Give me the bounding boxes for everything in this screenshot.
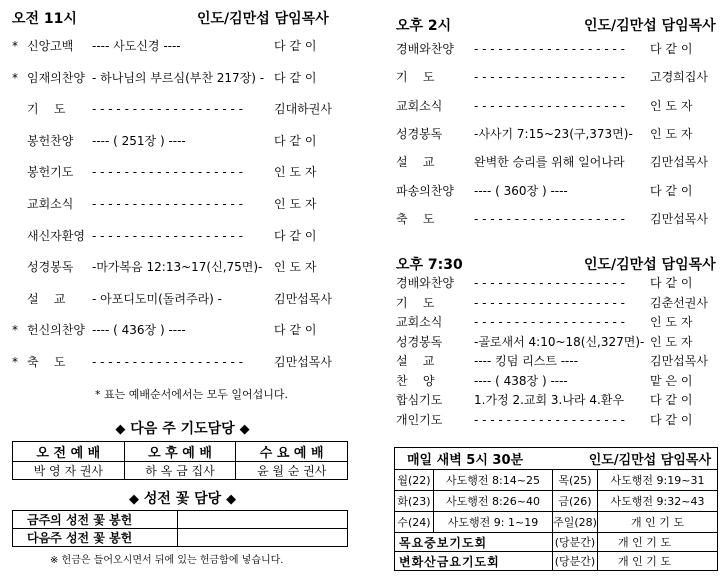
thursday-prayer-label: 목요중보기도회: [395, 533, 553, 552]
order-who: 고경희집사: [650, 70, 708, 85]
order-item: 봉헌기도: [27, 165, 74, 180]
dawn-prayer-table: [394, 447, 718, 571]
order-item: 설 교: [396, 354, 435, 368]
dawn-passage: 사도행전 8:14~25: [434, 470, 553, 491]
order-who: 다 같 이: [650, 42, 693, 56]
order-who: 인 도 자: [650, 315, 693, 329]
prayer-header-pm: 오 후 예 배: [124, 442, 236, 462]
order-item: 찬 양: [396, 373, 435, 388]
dawn-day: 주일(28): [553, 512, 598, 533]
order-item: 교회소식: [396, 315, 443, 329]
order-content: - - - - - - - - - - - - - - - - - - -: [474, 70, 625, 85]
order-content: - 하나님의 부르심(부찬 217장) -: [92, 70, 265, 85]
order-who: 다 같 이: [274, 39, 317, 53]
order-star: *: [12, 323, 18, 338]
order-who: 김만섭목사: [274, 291, 332, 306]
diamond-icon: ◆: [239, 422, 250, 437]
order-who: 인 도 자: [274, 197, 317, 211]
order-item: 합심기도: [396, 393, 443, 407]
pm730-service-leader: 인도/김만섭 담임목사: [584, 257, 716, 273]
order-item: 기 도: [396, 295, 435, 310]
dawn-passage: 사도행전 9: 1~19: [434, 512, 553, 533]
order-content: -골로새서 4:10~18(신,327면)-: [474, 334, 645, 349]
order-who: 김만섭목사: [650, 354, 708, 368]
order-who: 김만섭목사: [650, 211, 708, 226]
offering-note: ※ 헌금은 들어오시면서 뒤에 있는 헌금함에 넣습니다.: [50, 555, 284, 566]
diamond-icon: ◆: [115, 422, 126, 437]
order-item: 경배와찬양: [396, 276, 454, 290]
dawn-passage: 사도행전 8:26~40: [434, 491, 553, 512]
order-content: - - - - - - - - - - - - - - - - - - -: [92, 102, 243, 117]
dawn-day: 화(23): [395, 491, 434, 512]
prayer-name-wed: 윤 월 순 권사: [236, 462, 348, 480]
order-content: - - - - - - - - - - - - - - - - - - -: [474, 211, 625, 226]
order-who: 김만섭목사: [650, 155, 708, 170]
order-who: 김대하권사: [274, 102, 332, 117]
order-who: 다 같 이: [274, 133, 317, 148]
friday-prayer-time: (당분간): [553, 552, 598, 571]
order-who: 인 도 자: [650, 126, 693, 141]
prayer-header-am: 오 전 예 배: [13, 442, 125, 462]
order-item: 설 교: [396, 155, 435, 170]
pm730-service-title: 오후 7:30: [396, 257, 463, 273]
order-item: 기 도: [396, 70, 435, 85]
am-service-title: 오전 11시: [12, 11, 77, 27]
dawn-passage: 사도행전 9:19~31: [598, 470, 718, 491]
order-content: ---- ( 438장 ) ----: [474, 373, 568, 388]
order-content: 완벽한 승리를 위해 일어나라: [474, 155, 625, 170]
friday-prayer-label: 변화산금요기도회: [395, 552, 553, 571]
order-who: 맡 은 이: [650, 373, 693, 388]
diamond-icon: ◆: [226, 492, 237, 507]
order-item: 헌신의찬양: [27, 323, 85, 338]
order-item: 교회소식: [396, 98, 443, 113]
dawn-day: 월(22): [395, 470, 434, 491]
prayer-section-title: [0, 418, 365, 438]
order-who: 인 도 자: [274, 260, 317, 275]
order-content: 1.가정 2.교회 3.나라 4.환우: [474, 393, 624, 407]
thursday-prayer-time: (당분간): [553, 533, 598, 552]
order-item: 기 도: [27, 102, 66, 117]
prayer-header-wed: 수 요 예 배: [236, 442, 348, 462]
order-content: ---- 킹덤 리스트 ----: [474, 354, 579, 368]
order-who: 인 도 자: [274, 165, 317, 180]
dawn-passage: 사도행전 9:32~43: [598, 491, 718, 512]
order-content: -마가복음 12:13~17(신,75면)-: [92, 260, 263, 275]
order-item: 개인기도: [396, 412, 443, 427]
order-who: 다 같 이: [650, 393, 693, 407]
order-item: 신앙고백: [27, 39, 74, 53]
order-star: *: [12, 70, 18, 85]
prayer-table: [12, 441, 348, 480]
order-content: - - - - - - - - - - - - - - - - - - -: [92, 197, 243, 211]
flower-section-title: [0, 488, 365, 508]
order-content: ---- 사도신경 ----: [92, 39, 181, 53]
order-content: - - - - - - - - - - - - - - - - - - -: [474, 315, 625, 329]
order-content: - - - - - - - - - - - - - - - - - - -: [92, 165, 243, 180]
order-content: - - - - - - - - - - - - - - - - - - -: [474, 412, 625, 427]
order-who: 김만섭목사: [274, 355, 332, 369]
order-content: - 아포디도미(돌려주라) -: [92, 291, 222, 306]
order-who: 다 같 이: [650, 276, 693, 290]
am-service-leader: 인도/김만섭 담임목사: [197, 11, 329, 27]
order-who: 다 같 이: [274, 70, 317, 85]
order-content: - - - - - - - - - - - - - - - - - - -: [92, 228, 243, 243]
standing-note: * 표는 예배순서에서는 모두 일어섭니다.: [95, 388, 288, 401]
diamond-icon: ◆: [128, 492, 139, 507]
prayer-name-am: 박 영 자 권사: [13, 462, 125, 480]
dawn-leader: 인도/김만섭 담임목사: [553, 448, 718, 470]
order-item: 축 도: [27, 355, 66, 369]
pm2-service-title: 오후 2시: [396, 18, 452, 34]
dawn-day: 금(26): [553, 491, 598, 512]
dawn-title: 매일 새벽 5시 30분: [395, 448, 553, 470]
dawn-day: 목(25): [553, 470, 598, 491]
order-content: - - - - - - - - - - - - - - - - - - -: [92, 355, 243, 369]
order-item: 봉헌찬양: [27, 133, 74, 148]
pm2-service-leader: 인도/김만섭 담임목사: [584, 18, 716, 34]
dawn-passage: 개 인 기 도: [598, 512, 718, 533]
order-star: *: [12, 355, 18, 369]
order-item: 새신자환영: [27, 228, 85, 243]
order-content: - - - - - - - - - - - - - - - - - - -: [474, 276, 625, 290]
flower-this-week-label: 금주의 성전 꽃 봉헌: [13, 511, 178, 529]
order-content: - - - - - - - - - - - - - - - - - - -: [474, 98, 625, 113]
order-item: 설 교: [27, 291, 66, 306]
order-who: 인 도 자: [650, 334, 693, 349]
order-who: 다 같 이: [274, 323, 317, 338]
order-item: 성경봉독: [27, 260, 74, 275]
order-who: 다 같 이: [650, 183, 693, 198]
order-who: 다 같 이: [650, 412, 693, 427]
order-item: 경배와찬양: [396, 42, 454, 56]
flower-next-week-label: 다음주 성전 꽃 봉헌: [13, 529, 178, 547]
order-item: 성경봉독: [396, 334, 443, 349]
order-item: 임재의찬양: [27, 70, 85, 85]
order-item: 파송의찬양: [396, 183, 454, 198]
order-item: 축 도: [396, 211, 435, 226]
order-who: 김춘선권사: [650, 295, 708, 310]
order-item: 성경봉독: [396, 126, 443, 141]
flower-next-week-value: [178, 529, 348, 547]
order-content: ---- ( 436장 ) ----: [92, 323, 186, 338]
friday-prayer-what: 개 인 기 도: [598, 552, 718, 571]
flower-title-text: 성전 꽃 담당: [143, 491, 222, 507]
order-content: ---- ( 251장 ) ----: [92, 133, 186, 148]
order-who: 인 도 자: [650, 98, 693, 113]
dawn-day: 수(24): [395, 512, 434, 533]
order-who: 다 같 이: [274, 228, 317, 243]
order-content: -사사기 7:15~23(구,373면)-: [474, 126, 633, 141]
thursday-prayer-what: 개 인 기 도: [598, 533, 718, 552]
order-content: ---- ( 360장 ) ----: [474, 183, 568, 198]
prayer-name-pm: 하 옥 금 집사: [124, 462, 236, 480]
order-content: - - - - - - - - - - - - - - - - - - -: [474, 295, 625, 310]
order-star: *: [12, 39, 18, 53]
prayer-title-text: 다음 주 기도담당: [130, 421, 235, 437]
flower-table: [12, 510, 348, 547]
order-content: - - - - - - - - - - - - - - - - - - -: [474, 42, 625, 56]
flower-this-week-value: [178, 511, 348, 529]
order-item: 교회소식: [27, 197, 74, 211]
